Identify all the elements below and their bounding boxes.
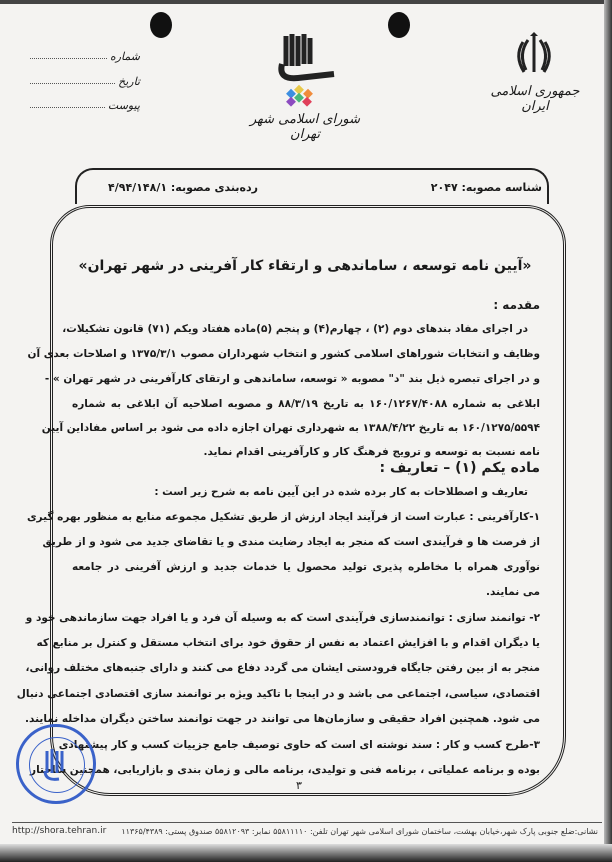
council-stamp bbox=[16, 724, 96, 804]
number-field[interactable] bbox=[30, 50, 140, 63]
date-label: تاریخ bbox=[118, 75, 140, 88]
punch-hole bbox=[388, 12, 410, 38]
iran-emblem-icon bbox=[512, 32, 556, 78]
country-label: جمهوری اسلامی ایران bbox=[490, 84, 580, 114]
attachment-label: پیوست bbox=[107, 99, 140, 112]
article1-heading: ماده یکم (۱) – تعاریف : bbox=[379, 460, 540, 476]
article1-line: ۳-طرح کسب و کار : سند نوشته ای است که حاوی توصیف جامع جزییات کسب و کار پیشنهادی bbox=[58, 739, 540, 751]
council-label: شورای اسلامی شهر تهران bbox=[249, 112, 361, 142]
document-title: «آیین نامه توسعه ، ساماندهی و ارتقاء کار آفرینی در شهر تهران» bbox=[78, 258, 532, 274]
footer-url-link[interactable]: http://shora.tehran.ir bbox=[12, 826, 107, 836]
intro-line: نامه نسبت به توسعه و ترویج فرهنگ کار و کارآفرینی اقدام نماید. bbox=[203, 446, 540, 458]
article1-line: نوآوری همراه با مخاطره پذیری تولید محصول یا خدمات جدید و ارزش آفرینی در جامعه bbox=[72, 561, 540, 573]
dotted-line bbox=[30, 99, 105, 108]
resolution-id: شناسه مصوبه: ۲۰۴۷ bbox=[430, 181, 542, 194]
document-frame bbox=[16, 205, 566, 796]
article1-line: ۱-کارآفرینی : عبارت است از فرآیند ایجاد ارزش از طریق تشکیل مجموعه منابع به منظور بهره گیری bbox=[26, 511, 540, 523]
article1-line: می نمایند. bbox=[486, 586, 540, 598]
council-logo-icon bbox=[268, 30, 338, 110]
page-number: ٣ bbox=[296, 779, 302, 792]
intro-heading: مقدمه : bbox=[493, 298, 540, 312]
article1-line: منجر به از بین رفتن جایگاه فرودستی ایشان می گردد دفاع می کنند و دارای جنبه‌های مختلف روانی، bbox=[25, 662, 540, 674]
article1-line: اقتصادی، سیاسی، اجتماعی می باشد و در اینجا با تاکید ویژه بر توانمند سازی اقتصادی اجتماعی دنبال bbox=[16, 688, 540, 700]
intro-line: ۱۶۰/۱۲۷۵/۵۵۹۴ به تاریخ ۱۳۸۸/۴/۲۲ به شهرداری تهران اجازه داده می شود بر اساس مفاداین آیین bbox=[41, 422, 540, 434]
article1-intro: تعاریف و اصطلاحات به کار برده شده در این آیین نامه به شرح زیر است : bbox=[154, 486, 528, 498]
stamp-logo-icon bbox=[19, 727, 93, 801]
article1-line: یا دیگران اقدام و با افزایش اعتماد به نفس از حقوق خود برای انتخاب مستقل و کنترل بر منابع که bbox=[36, 637, 540, 649]
resolution-classification: رده‌بندی مصوبه: ۴/۹۴/۱۴۸/۱ bbox=[108, 181, 258, 194]
intro-line: در اجرای مفاد بندهای دوم (۲) ، چهارم(۴) و پنجم (۵)ماده هفتاد ویکم (۷۱) قانون تشکیلات، bbox=[62, 323, 528, 335]
intro-line: وظایف و انتخابات شوراهای اسلامی کشور و انتخاب شهرداران مصوب ۱۳۷۵/۳/۱ و اصلاحات بعدی آن bbox=[27, 348, 540, 360]
intro-line: و در اجرای تبصره ذیل بند "د" مصوبه « توسعه، ساماندهی و ارتقای کارآفرینی در شهر تهران » - bbox=[44, 373, 540, 385]
attachment-field[interactable] bbox=[30, 99, 140, 112]
article1-line: ۲- توانمند سازی : توانمندسازی فرآیندی است که به وسیله آن فرد و یا افراد جهت سازماندهی خود و bbox=[25, 612, 540, 624]
scan-edge-bottom bbox=[0, 844, 612, 862]
article1-line: از فرصت ها و فرآیندی است که منجر به ایجاد رضایت مندی و یا تقاضای جدید می شود و از طریق bbox=[42, 536, 540, 548]
scan-edge-top bbox=[0, 0, 612, 4]
punch-hole bbox=[150, 12, 172, 38]
footer-divider bbox=[12, 822, 602, 823]
intro-line: ابلاغی به شماره ۱۶۰/۱۲۶۷/۴۰۸۸ به تاریخ ۸۸/۳/۱۹ و مصوبه اصلاحیه آن ابلاغی به شماره bbox=[72, 398, 541, 410]
footer-address: نشانی:ضلع جنوبی پارک شهر،خیابان بهشت، ساختمان شورای اسلامی شهر تهران تلفن: ۵۵۸۱۱۱۱۰ نمابر: ۵۵۸۱۲۰۹۳ صندوق پستی: ۱۱۳۶۵/۴۳۸۹ bbox=[121, 827, 598, 836]
date-field[interactable] bbox=[30, 75, 140, 88]
scan-edge-right bbox=[604, 0, 612, 862]
dotted-line bbox=[30, 75, 115, 84]
number-label: شماره bbox=[109, 50, 140, 63]
article1-line: بوده و برنامه عملیاتی ، برنامه فنی و تولیدی، برنامه مالی و زمان بندی و بازاریابی، همچنین ساختار bbox=[30, 764, 540, 776]
article1-line: می شود. همچنین افراد حقیقی و سازمان‌ها می توانند در جهت توانمند ساختن دیگران مداخله نمایند. bbox=[25, 713, 540, 725]
dotted-line bbox=[30, 50, 107, 59]
